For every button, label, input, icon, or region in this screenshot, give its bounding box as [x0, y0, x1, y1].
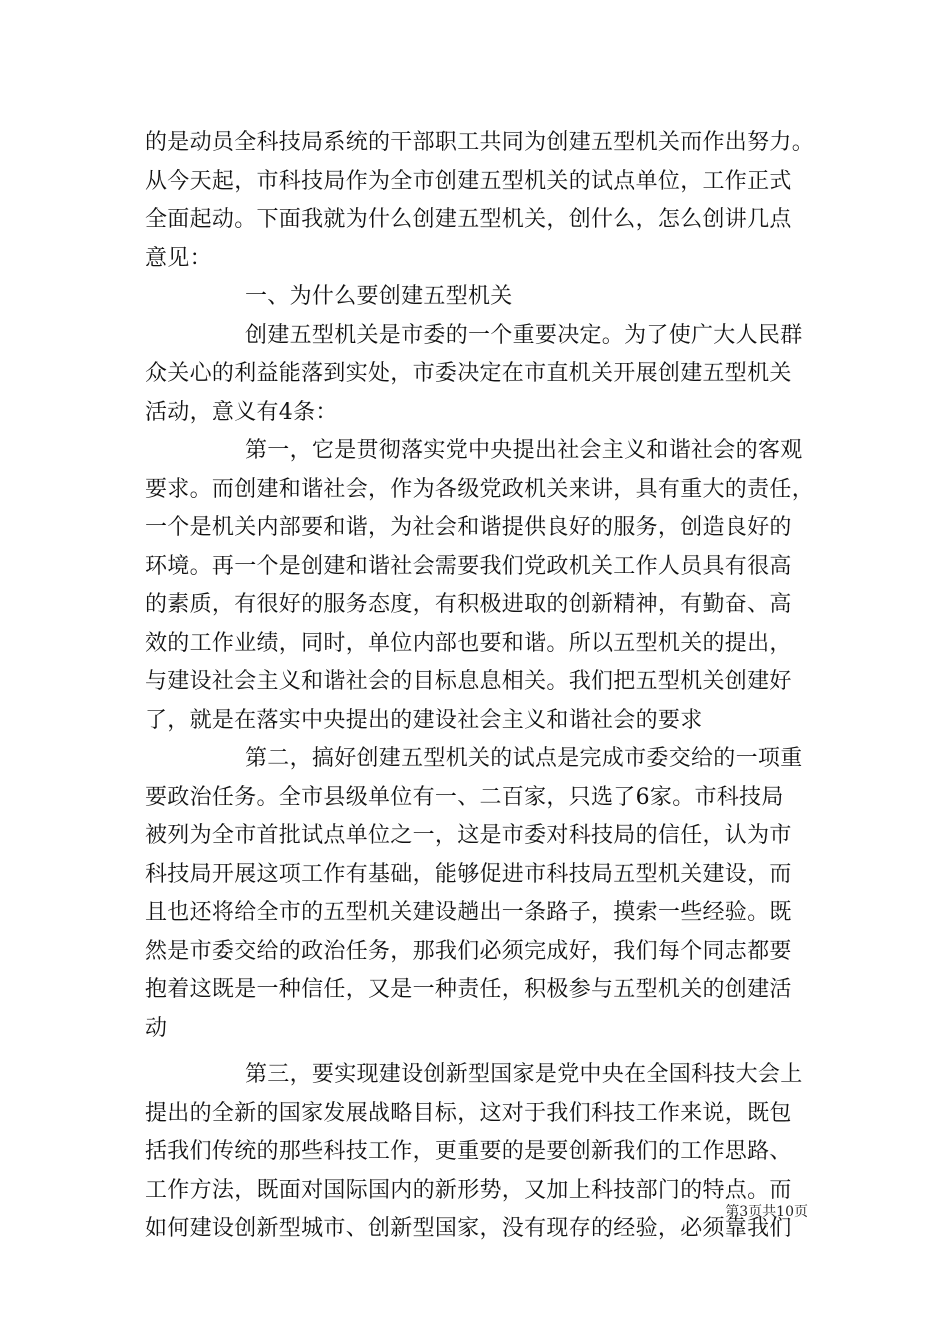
- text-line: 从今天起，市科技局作为全市创建五型机关的试点单位，工作正式: [145, 168, 792, 194]
- text-line: 一个是机关内部要和谐，为社会和谐提供良好的服务，创造良好的: [145, 515, 792, 540]
- text-line: 第三，要实现建设创新型国家是党中央在全国科技大会上: [245, 1062, 803, 1087]
- text-line: 活动，意义有4条：: [145, 399, 338, 425]
- text-line: 第一，它是贯彻落实党中央提出社会主义和谐社会的客观: [245, 438, 803, 463]
- body-text: [145, 124, 815, 1249]
- text-line: 的是动员全科技局系统的干部职工共同为创建五型机关而作出努力。: [145, 130, 815, 155]
- text-line: 意见：: [145, 245, 212, 271]
- text-line: 要政治任务。全市县级单位有一、二百家，只选了6家。市科技局: [145, 784, 784, 810]
- text-line: 然是市委交给的政治任务，那我们必须完成好，我们每个同志都要: [145, 938, 792, 964]
- text-line: 与建设社会主义和谐社会的目标息息相关。我们把五型机关创建好: [145, 669, 792, 694]
- text-line: 如何建设创新型城市、创新型国家，没有现存的经验，必须靠我们: [145, 1216, 792, 1241]
- text-line: 要求。而创建和谐社会，作为各级党政机关来讲，具有重大的责任，: [145, 476, 815, 502]
- text-line: 了，就是在落实中央提出的建设社会主义和谐社会的要求: [145, 707, 703, 733]
- text-line: 环境。再一个是创建和谐社会需要我们党政机关工作人员具有很高: [145, 553, 792, 579]
- text-line: 工作方法，既面对国际国内的新形势，又加上科技部门的特点。而: [145, 1177, 792, 1203]
- text-line: 众关心的利益能落到实处，市委决定在市直机关开展创建五型机关: [145, 361, 792, 386]
- text-line: 抱着这既是一种信任，又是一种责任，积极参与五型机关的创建活: [145, 977, 792, 1002]
- text-line: 动: [145, 1015, 168, 1041]
- text-line: 第二，搞好创建五型机关的试点是完成市委交给的一项重: [245, 746, 803, 771]
- section-heading: 一、为什么要创建五型机关: [245, 284, 513, 309]
- text-line: 全面起动。下面我就为什么创建五型机关，创什么，怎么创讲几点: [145, 207, 792, 232]
- text-line: 的素质，有很好的服务态度，有积极进取的创新精神，有勤奋、高: [145, 592, 792, 617]
- text-line: 括我们传统的那些科技工作，更重要的是要创新我们的工作思路、: [145, 1139, 792, 1164]
- text-line: 提出的全新的国家发展战略目标，这对于我们科技工作来说，既包: [145, 1100, 792, 1126]
- text-line: 科技局开展这项工作有基础，能够促进市科技局五型机关建设，而: [145, 861, 792, 887]
- text-line: 效的工作业绩，同时，单位内部也要和谐。所以五型机关的提出，: [145, 630, 792, 656]
- text-line: 且也还将给全市的五型机关建设趟出一条路子，摸索一些经验。既: [145, 900, 792, 925]
- text-line: 创建五型机关是市委的一个重要决定。为了使广大人民群: [245, 322, 803, 348]
- text-line: 被列为全市首批试点单位之一，这是市委对科技局的信任，认为市: [145, 823, 792, 848]
- page-number: 第3页共10页: [725, 1204, 808, 1220]
- paragraph-gap: [145, 1048, 815, 1056]
